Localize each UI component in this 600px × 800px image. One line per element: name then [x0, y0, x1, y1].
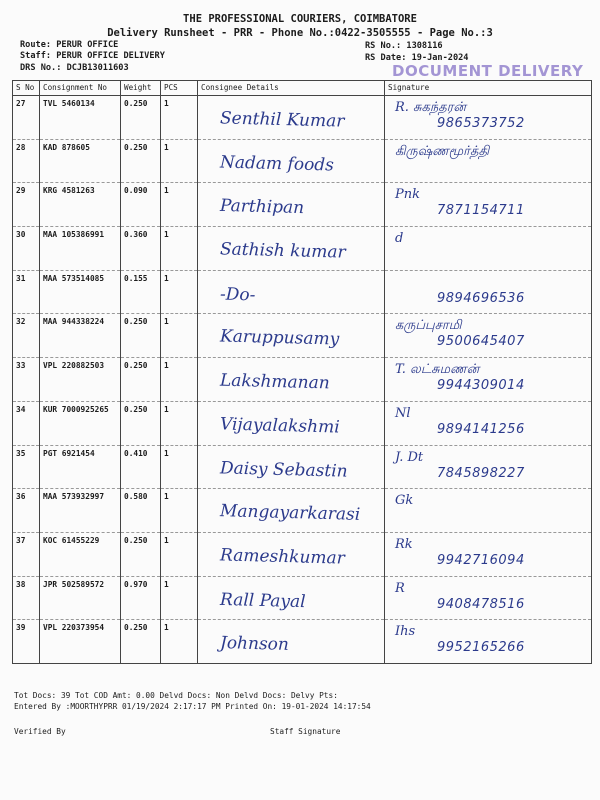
- sno-cell: 31: [13, 270, 40, 314]
- pcs-cell: 1: [161, 227, 198, 271]
- handwritten-signature: d: [395, 231, 404, 247]
- table-row: [13, 183, 592, 227]
- pcs-cell: 1: [161, 314, 198, 358]
- handwritten-signature: R. சுகந்தரன்: [395, 100, 466, 115]
- consignee-cell: [198, 445, 385, 489]
- signature-cell: [385, 401, 592, 445]
- consignee-cell: [198, 270, 385, 314]
- verified-by-label: Verified By: [14, 727, 66, 736]
- consignment-cell: MAA 573932997: [40, 489, 121, 533]
- consignee-name: -Do-: [219, 284, 256, 306]
- route-label: Route: PERUR OFFICE: [20, 40, 119, 50]
- consignee-name: Johnson: [219, 633, 290, 656]
- weight-cell: 0.580: [121, 489, 161, 533]
- receiver-phone: 9408478516: [437, 596, 525, 612]
- sno-cell: 32: [13, 314, 40, 358]
- weight-cell: 0.410: [121, 445, 161, 489]
- consignee-cell: [198, 489, 385, 533]
- consignee-name: Lakshmanan: [219, 370, 330, 394]
- col-weight: Weight: [121, 81, 161, 96]
- consignment-cell: TVL 5460134: [40, 96, 121, 140]
- consignee-cell: [198, 532, 385, 576]
- signature-cell: [385, 489, 592, 533]
- receiver-phone: 9500645407: [437, 334, 525, 350]
- signature-cell: [385, 227, 592, 271]
- weight-cell: 0.155: [121, 270, 161, 314]
- consignee-cell: [198, 576, 385, 620]
- consignee-cell: [198, 139, 385, 183]
- weight-cell: 0.250: [121, 314, 161, 358]
- consignee-name: Senthil Kumar: [219, 108, 345, 132]
- col-sno: S No: [13, 81, 40, 96]
- consignee-name: Sathish kumar: [219, 239, 346, 263]
- consignment-cell: VPL 220882503: [40, 358, 121, 402]
- signature-cell: [385, 314, 592, 358]
- consignment-cell: KOC 61455229: [40, 532, 121, 576]
- table-row: [13, 401, 592, 445]
- table-row: [13, 314, 592, 358]
- sno-cell: 36: [13, 489, 40, 533]
- handwritten-signature: Ihs: [395, 624, 416, 640]
- pcs-cell: 1: [161, 445, 198, 489]
- table-row: [13, 358, 592, 402]
- consignee-cell: [198, 620, 385, 664]
- consignee-name: Rameshkumar: [219, 545, 346, 569]
- consignee-name: Parthipan: [219, 196, 305, 219]
- handwritten-signature: கிருஷ்ணமூர்த்தி: [395, 143, 490, 159]
- table-row: [13, 620, 592, 664]
- handwritten-signature: கருப்புசாமி: [395, 318, 462, 334]
- consignee-name: Rall Payal: [219, 589, 306, 612]
- consignment-cell: MAA 105386991: [40, 227, 121, 271]
- consignee-name: Karuppusamy: [219, 326, 340, 350]
- sno-cell: 27: [13, 96, 40, 140]
- pcs-cell: 1: [161, 489, 198, 533]
- col-consignee: Consignee Details: [198, 81, 385, 96]
- weight-cell: 0.250: [121, 96, 161, 140]
- handwritten-signature: T. லட்சுமணன்: [395, 362, 480, 378]
- pcs-cell: 1: [161, 139, 198, 183]
- handwritten-signature: Rk: [395, 536, 413, 552]
- col-consignment: Consignment No: [40, 81, 121, 96]
- weight-cell: 0.250: [121, 401, 161, 445]
- drs-number: DRS No.: DCJB13011603: [20, 63, 129, 73]
- consignee-name: Vijayalakshmi: [219, 414, 340, 438]
- table-row: [13, 96, 592, 140]
- receiver-phone: 9894696536: [437, 290, 525, 306]
- consignee-cell: [198, 314, 385, 358]
- pcs-cell: 1: [161, 620, 198, 664]
- receiver-phone: 7871154711: [437, 203, 525, 219]
- consignee-name: Daisy Sebastin: [219, 457, 348, 482]
- signature-cell: [385, 96, 592, 140]
- consignee-cell: [198, 358, 385, 402]
- handwritten-signature: R: [395, 580, 405, 596]
- rs-date: RS Date: 19-Jan-2024: [365, 53, 469, 63]
- sno-cell: 39: [13, 620, 40, 664]
- weight-cell: 0.250: [121, 620, 161, 664]
- table-row: [13, 489, 592, 533]
- consignment-cell: JPR 502589572: [40, 576, 121, 620]
- handwritten-signature: J. Dt: [395, 449, 424, 465]
- document-delivery-stamp: DOCUMENT DELIVERY: [392, 62, 584, 80]
- signature-cell: [385, 576, 592, 620]
- signature-cell: [385, 139, 592, 183]
- pcs-cell: 1: [161, 270, 198, 314]
- handwritten-signature: Nl: [395, 405, 411, 421]
- weight-cell: 0.250: [121, 532, 161, 576]
- entered-by-line: Entered By :MOORTHYPRR 01/19/2024 2:17:17 PM Printed On: 19-01-2024 14:17:54: [14, 702, 371, 711]
- rs-number: RS No.: 1308116: [365, 41, 443, 51]
- weight-cell: 0.970: [121, 576, 161, 620]
- consignment-cell: KRG 4581263: [40, 183, 121, 227]
- signature-cell: [385, 445, 592, 489]
- sno-cell: 38: [13, 576, 40, 620]
- receiver-phone: 7845898227: [437, 465, 525, 481]
- weight-cell: 0.090: [121, 183, 161, 227]
- signature-cell: [385, 358, 592, 402]
- weight-cell: 0.250: [121, 358, 161, 402]
- consignment-cell: KUR 7000925265: [40, 401, 121, 445]
- pcs-cell: 1: [161, 358, 198, 402]
- consignee-cell: [198, 227, 385, 271]
- table-body: [13, 96, 592, 664]
- signature-cell: [385, 620, 592, 664]
- pcs-cell: 1: [161, 576, 198, 620]
- signature-cell: [385, 532, 592, 576]
- receiver-phone: 9942716094: [437, 552, 525, 568]
- consignee-cell: [198, 96, 385, 140]
- sno-cell: 28: [13, 139, 40, 183]
- receiver-phone: 9894141256: [437, 421, 525, 437]
- table-row: [13, 576, 592, 620]
- table-row: [13, 270, 592, 314]
- staff-signature-label: Staff Signature: [270, 727, 341, 736]
- table-row: [13, 139, 592, 183]
- sno-cell: 29: [13, 183, 40, 227]
- handwritten-signature: Pnk: [395, 187, 420, 203]
- col-signature: Signature: [385, 81, 592, 96]
- consignee-name: Mangayarkarasi: [219, 501, 361, 526]
- receiver-phone: 9944309014: [437, 378, 525, 394]
- totals-line: Tot Docs: 39 Tot COD Amt: 0.00 Delvd Docs: Non Delvd Docs: Delvy Pts:: [14, 691, 338, 700]
- staff-label: Staff: PERUR OFFICE DELIVERY: [20, 51, 165, 61]
- receiver-phone: 9952165266: [437, 640, 525, 656]
- table-header-row: [13, 81, 592, 96]
- pcs-cell: 1: [161, 183, 198, 227]
- sno-cell: 33: [13, 358, 40, 402]
- sno-cell: 34: [13, 401, 40, 445]
- consignment-cell: MAA 573514085: [40, 270, 121, 314]
- consignment-cell: PGT 6921454: [40, 445, 121, 489]
- table-row: [13, 532, 592, 576]
- runsheet-table: [12, 80, 592, 664]
- sno-cell: 30: [13, 227, 40, 271]
- runsheet-subtitle: Delivery Runsheet - PRR - Phone No.:0422-3505555 - Page No.:3: [107, 27, 493, 39]
- company-title: THE PROFESSIONAL COURIERS, COIMBATORE: [183, 13, 417, 25]
- pcs-cell: 1: [161, 96, 198, 140]
- consignment-cell: MAA 944338224: [40, 314, 121, 358]
- weight-cell: 0.360: [121, 227, 161, 271]
- consignee-cell: [198, 401, 385, 445]
- consignment-cell: KAD 878605: [40, 139, 121, 183]
- consignee-cell: [198, 183, 385, 227]
- sno-cell: 35: [13, 445, 40, 489]
- weight-cell: 0.250: [121, 139, 161, 183]
- pcs-cell: 1: [161, 532, 198, 576]
- consignee-name: Nadam foods: [219, 152, 335, 176]
- handwritten-signature: Gk: [395, 493, 414, 509]
- signature-cell: [385, 183, 592, 227]
- consignment-cell: VPL 220373954: [40, 620, 121, 664]
- receiver-phone: 9865373752: [437, 116, 525, 131]
- table-row: [13, 445, 592, 489]
- table-row: [13, 227, 592, 271]
- pcs-cell: 1: [161, 401, 198, 445]
- signature-cell: [385, 270, 592, 314]
- col-pcs: PCS: [161, 81, 198, 96]
- sno-cell: 37: [13, 532, 40, 576]
